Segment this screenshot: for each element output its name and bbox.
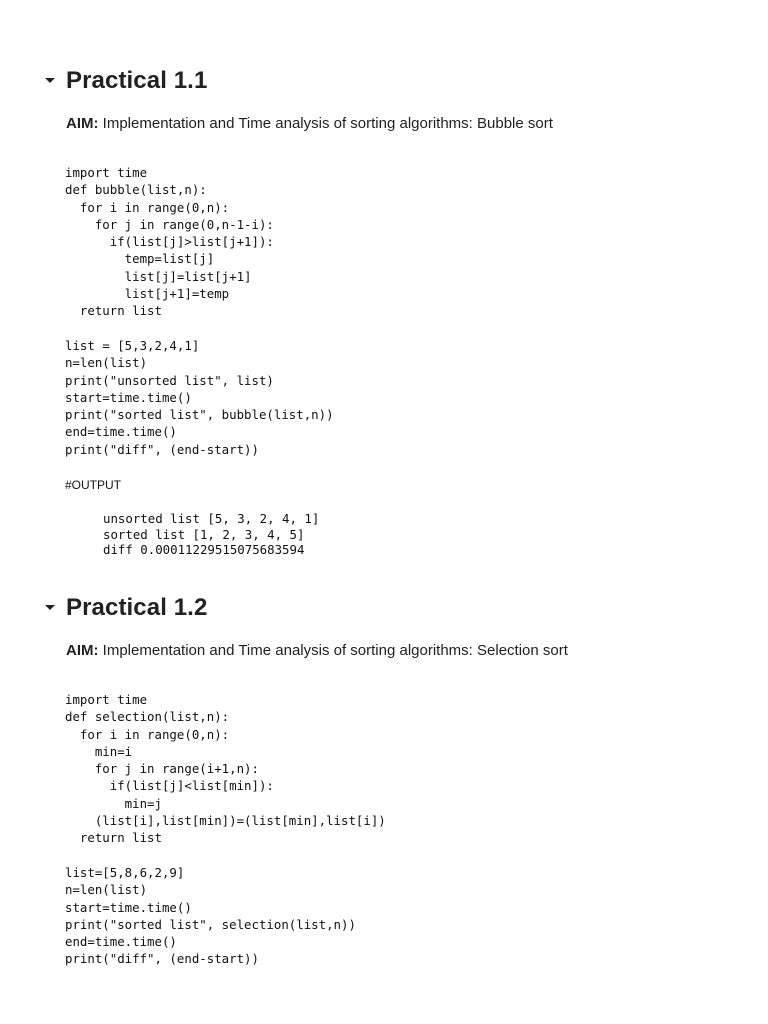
code-block: [65, 691, 386, 968]
aim-statement: [66, 115, 553, 132]
section-title: Practical 1.1: [66, 67, 208, 94]
code-line: start=time.time(): [65, 389, 192, 405]
output-label: #OUTPUT: [65, 478, 122, 492]
code-line: for j in range(i+1,n):: [65, 761, 259, 777]
code-line: list=[5,8,6,2,9]: [65, 864, 185, 880]
code-line: for j in range(0,n-1-i):: [65, 216, 274, 232]
code-line: for i in range(0,n):: [65, 726, 230, 742]
code-line: print("sorted list", bubble(list,n)): [65, 407, 334, 423]
code-line: for i in range(0,n):: [65, 199, 230, 215]
aim-label: AIM:: [66, 115, 99, 132]
output-block: [103, 511, 319, 558]
output-line: unsorted list [5, 3, 2, 4, 1]: [103, 511, 320, 526]
code-line: return list: [65, 303, 162, 319]
aim-text: Implementation and Time analysis of sorting algorithms: Selection sort: [102, 642, 568, 659]
code-line: end=time.time(): [65, 424, 177, 440]
aim-statement: [66, 642, 568, 659]
caret-down-icon[interactable]: [42, 600, 58, 616]
code-line: min=j: [65, 795, 162, 811]
code-line: list = [5,3,2,4,1]: [65, 337, 200, 353]
aim-label: AIM:: [66, 642, 99, 659]
code-line: if(list[j]>list[j+1]):: [65, 234, 274, 250]
code-line: if(list[j]<list[min]):: [65, 778, 274, 794]
section-heading-1[interactable]: [42, 64, 207, 98]
code-line: min=i: [65, 743, 133, 759]
code-line: import time: [65, 165, 148, 180]
code-line: (list[i],list[min])=(list[min],list[i]): [65, 813, 386, 829]
code-line: list[j+1]=temp: [65, 286, 230, 302]
code-line: list[j]=list[j+1]: [65, 268, 252, 284]
aim-text: Implementation and Time analysis of sorting algorithms: Bubble sort: [102, 115, 553, 132]
code-line: n=len(list): [65, 355, 148, 371]
code-line: [65, 847, 386, 864]
section-heading-2[interactable]: [42, 591, 207, 625]
code-line: import time: [65, 692, 148, 707]
code-line: def bubble(list,n):: [65, 182, 207, 198]
code-block: [65, 164, 334, 458]
caret-down-icon[interactable]: [42, 73, 58, 89]
output-line: sorted list [1, 2, 3, 4, 5]: [103, 526, 305, 542]
code-line: print("sorted list", selection(list,n)): [65, 916, 356, 932]
code-line: [65, 320, 334, 337]
code-line: print("diff", (end-start)): [65, 951, 259, 967]
code-line: print("diff", (end-start)): [65, 441, 259, 457]
code-line: n=len(list): [65, 882, 148, 898]
code-line: return list: [65, 830, 162, 846]
code-line: def selection(list,n):: [65, 709, 230, 725]
output-line: diff 0.00011229515075683594: [103, 542, 305, 558]
code-line: temp=list[j]: [65, 251, 215, 267]
code-line: start=time.time(): [65, 899, 192, 915]
code-line: end=time.time(): [65, 934, 177, 950]
code-line: print("unsorted list", list): [65, 372, 274, 388]
section-title: Practical 1.2: [66, 594, 208, 621]
